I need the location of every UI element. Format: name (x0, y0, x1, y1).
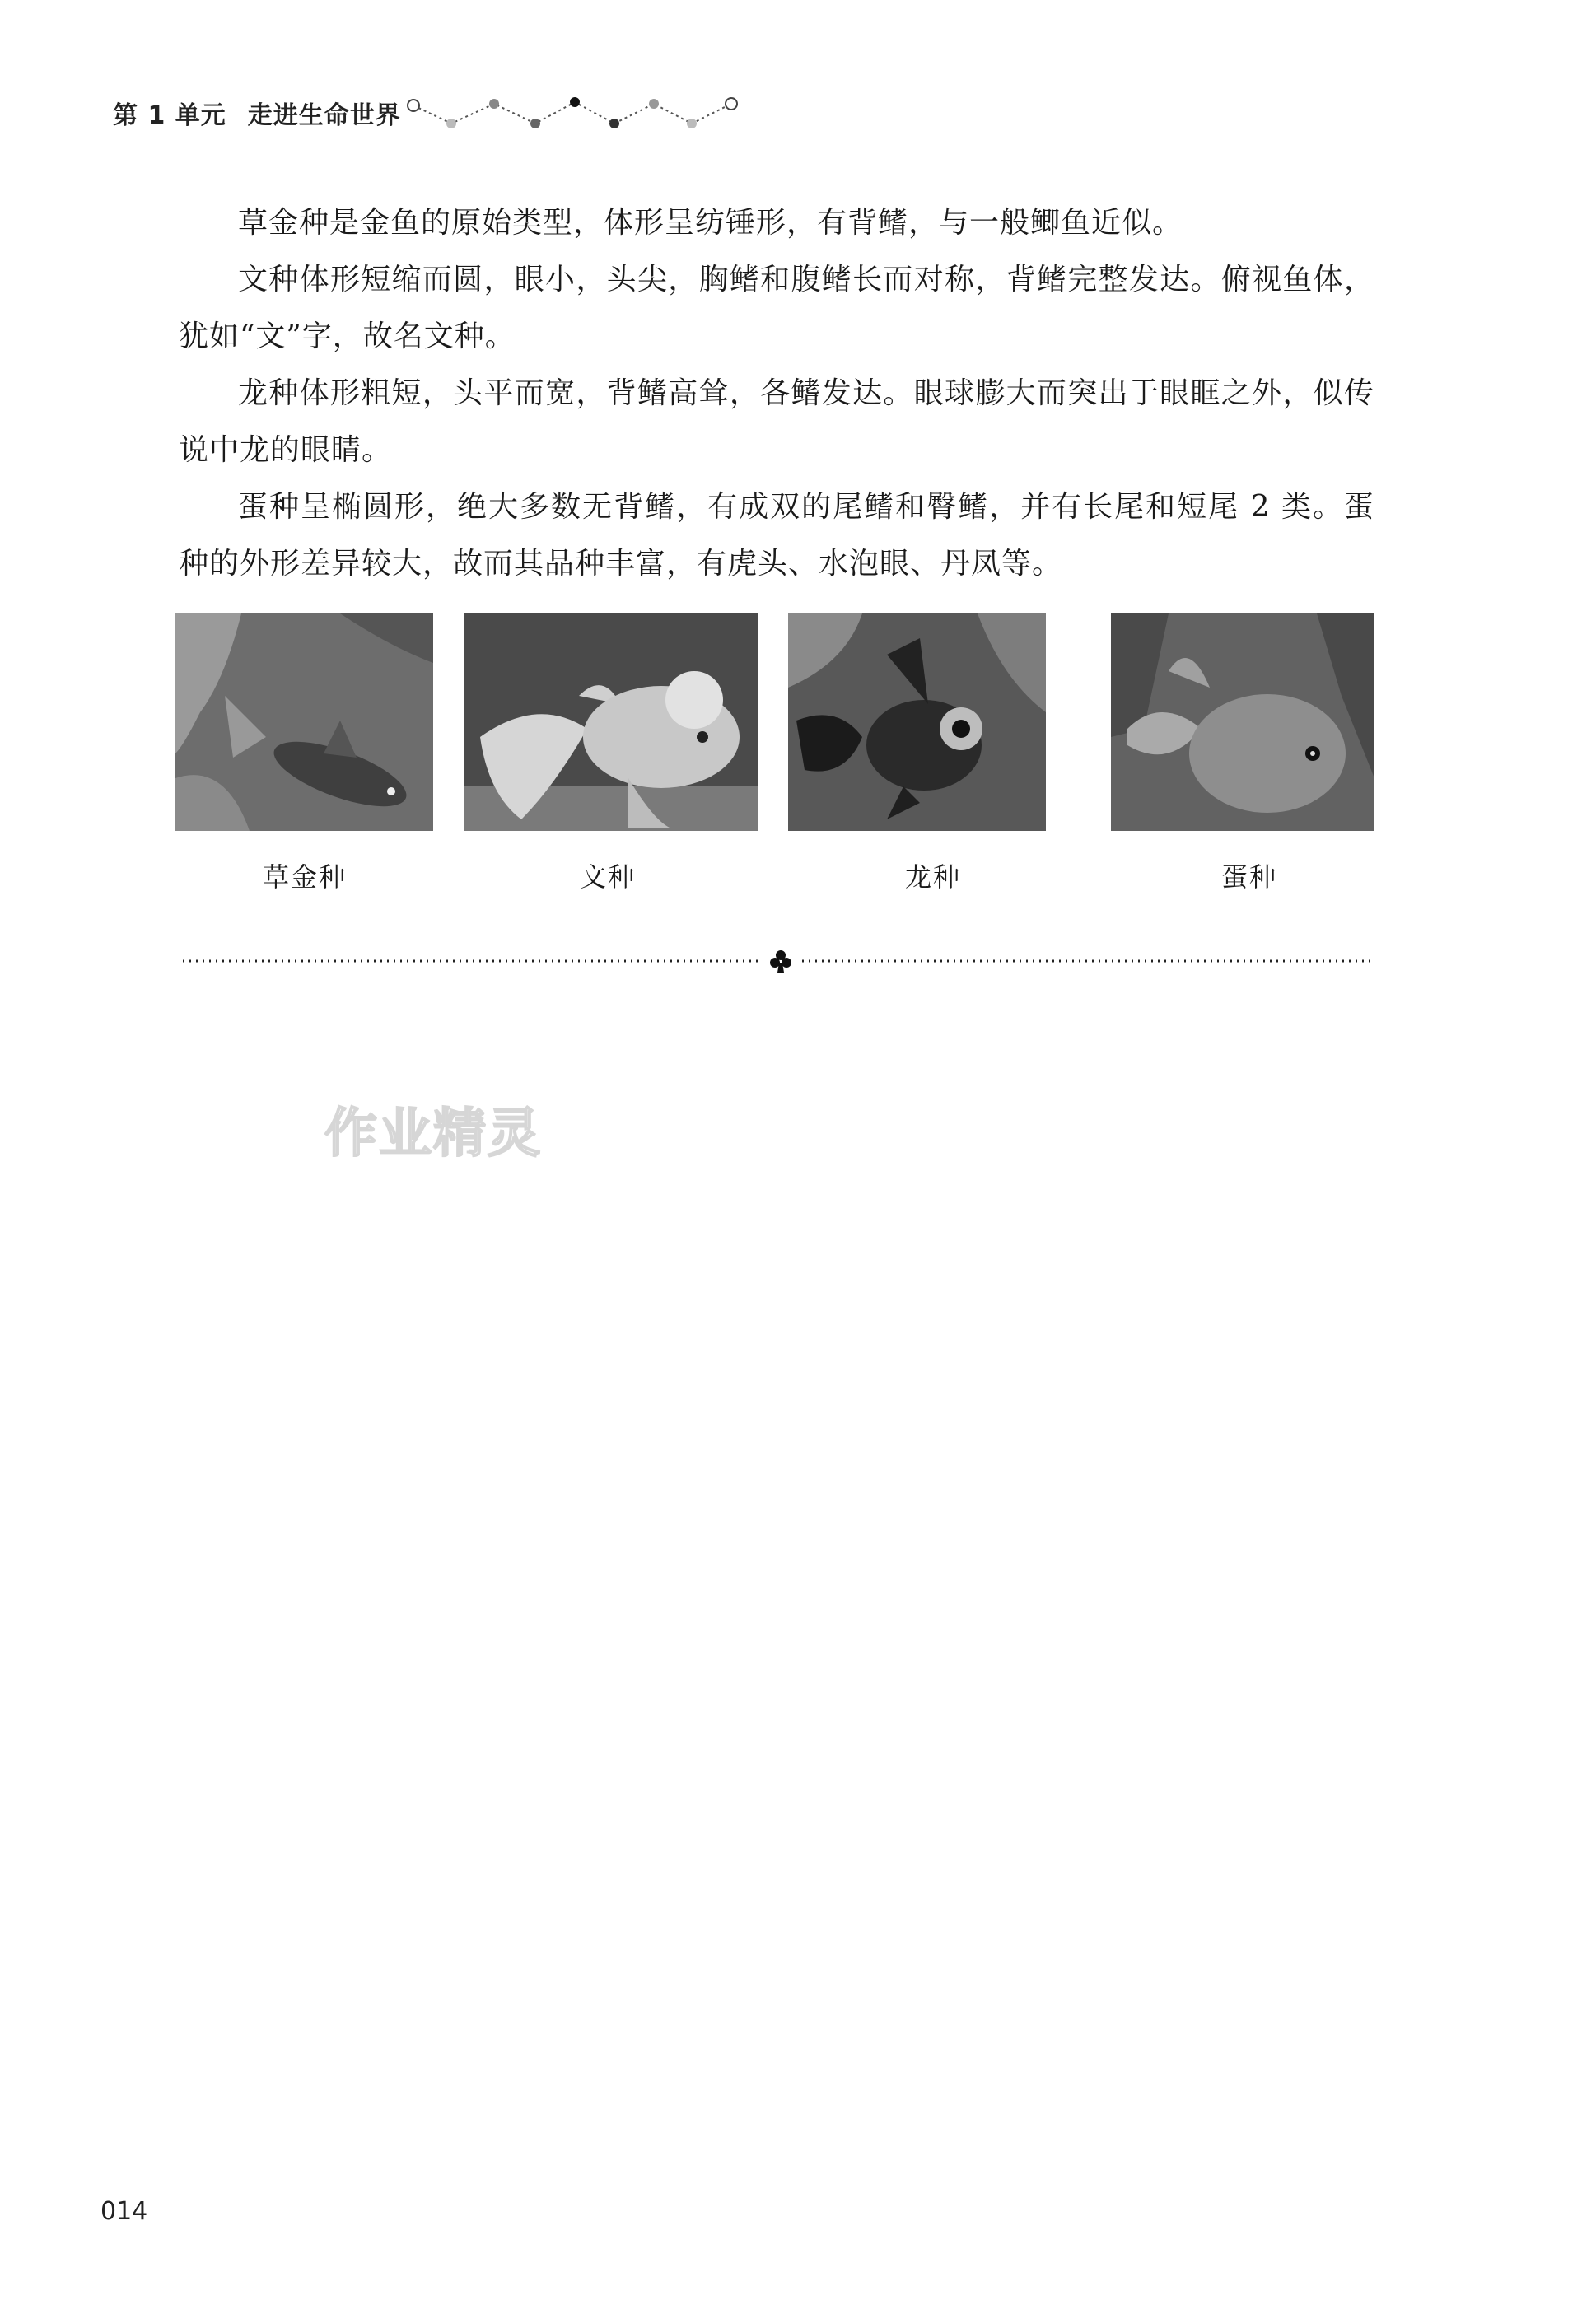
photo-wen (464, 613, 758, 831)
goldfish-photo-row (175, 613, 1374, 831)
body-text (179, 194, 1374, 592)
header-unit: 第 1 单元 (113, 101, 226, 130)
page-number: 014 (100, 2197, 148, 2226)
dotted-divider (183, 949, 1374, 973)
paragraph-wen: 文种体形短缩而圆，眼小，头尖，胸鳍和腹鳍长而对称，背鳍完整发达。俯视鱼体，犹如“文”字，故名文种。 (179, 263, 1374, 353)
paragraph-long: 龙种体形粗短，头平而宽，背鳍高耸，各鳍发达。眼球膨大而突出于眼眶之外，似传说中龙的眼睛。 (179, 376, 1374, 467)
photo-dan (1111, 613, 1374, 831)
caption-long: 龙种 (904, 861, 961, 893)
header-title: 走进生命世界 (247, 101, 401, 130)
paragraph-dan: 蛋种呈椭圆形，绝大多数无背鳍，有成双的尾鳍和臀鳍，并有长尾和短尾 2 类。蛋种的外形差异较大，故而其品种丰富，有虎头、水泡眼、丹凤等。 (179, 490, 1374, 581)
caption-wen: 文种 (579, 861, 636, 893)
svg-text:作业精灵: 作业精灵 (324, 1103, 542, 1164)
paragraph-caojin: 草金种是金鱼的原始类型，体形呈纺锤形，有背鳍，与一般鲫鱼近似。 (238, 206, 1183, 240)
page-header (113, 92, 401, 133)
photo-caojin (175, 613, 433, 831)
club-icon (770, 950, 791, 973)
caption-dan: 蛋种 (1220, 861, 1277, 893)
photo-long (788, 613, 1046, 831)
header-dots-decoration (404, 89, 741, 138)
caption-caojin: 草金种 (262, 861, 347, 893)
watermark-logo (324, 1095, 563, 1169)
